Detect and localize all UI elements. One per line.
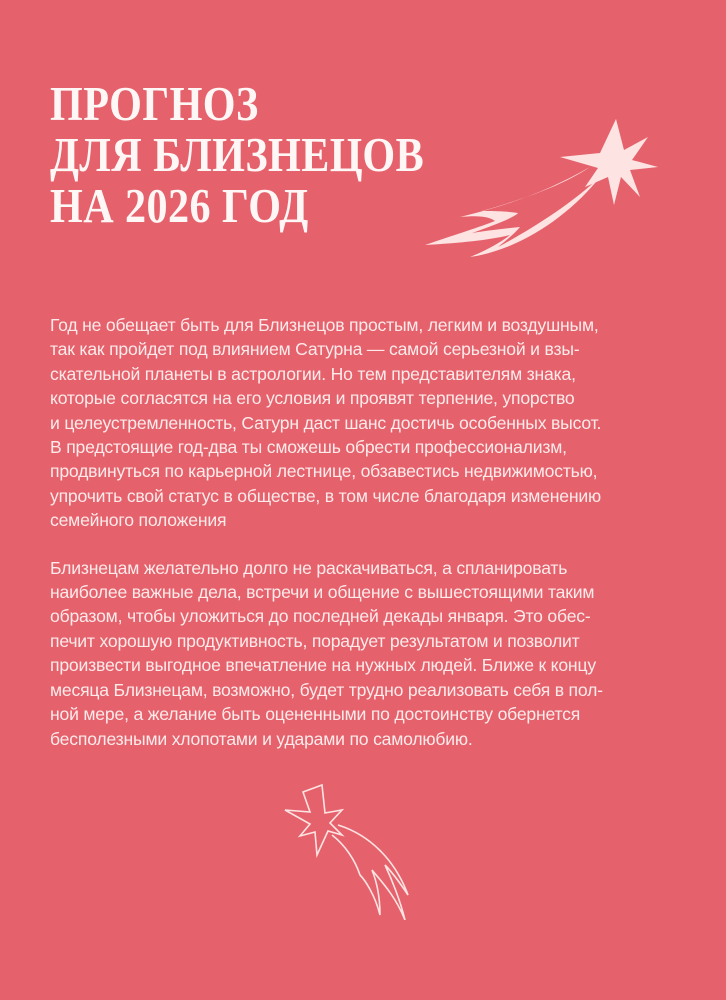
shooting-star-outline-icon: [280, 780, 430, 920]
text-line: скательной планеты в астрологии. Но тем представителям знака,: [50, 363, 576, 384]
text-line: печит хорошую продуктивность, порадует результатом и позволит: [50, 630, 580, 651]
text-line: бесполезными хлопотами и ударами по самолюбию.: [50, 728, 473, 749]
text-line: наиболее важные дела, встречи и общение с вышестоящими таким: [50, 582, 595, 603]
text-line: В предстоящие год-два ты сможешь обрести профессионализм,: [50, 437, 567, 458]
text-line: которые согласятся на его условия и проявят терпение, упорство: [50, 388, 575, 409]
text-line: семейного положения: [50, 510, 227, 531]
paragraph: [50, 556, 700, 751]
text-line: упрочить свой статус в обществе, в том числе благодаря изменению: [50, 485, 602, 506]
text-line: образом, чтобы уложиться до последней декады января. Это обес-: [50, 606, 591, 627]
paragraph: [50, 313, 700, 533]
text-line: так как пройдет под влиянием Сатурна — самой серьезной и взы-: [50, 339, 580, 360]
page-title: [50, 78, 424, 231]
text-line: продвинуться по карьерной лестнице, обзавестись недвижимостью,: [50, 461, 598, 482]
text-line: Близнецам желательно долго не раскачиваться, а спланировать: [50, 557, 568, 578]
shooting-star-filled-icon: [420, 105, 660, 265]
text-line: произвести выгодное впечатление на нужных людей. Ближе к концу: [50, 655, 596, 676]
title-line: ПРОГНОЗ: [50, 76, 259, 131]
title-line: НА 2026 ГОД: [50, 178, 309, 233]
text-line: месяца Близнецам, возможно, будет трудно реализовать себя в пол-: [50, 679, 603, 700]
text-line: и целеустремленность, Сатурн даст шанс достичь особенных высот.: [50, 412, 602, 433]
title-line: ДЛЯ БЛИЗНЕЦОВ: [50, 127, 425, 182]
article-body: [50, 313, 700, 774]
text-line: ной мере, а желание быть оцененными по достоинству обернется: [50, 704, 581, 725]
text-line: Год не обещает быть для Близнецов простым, легким и воздушным,: [50, 315, 599, 335]
